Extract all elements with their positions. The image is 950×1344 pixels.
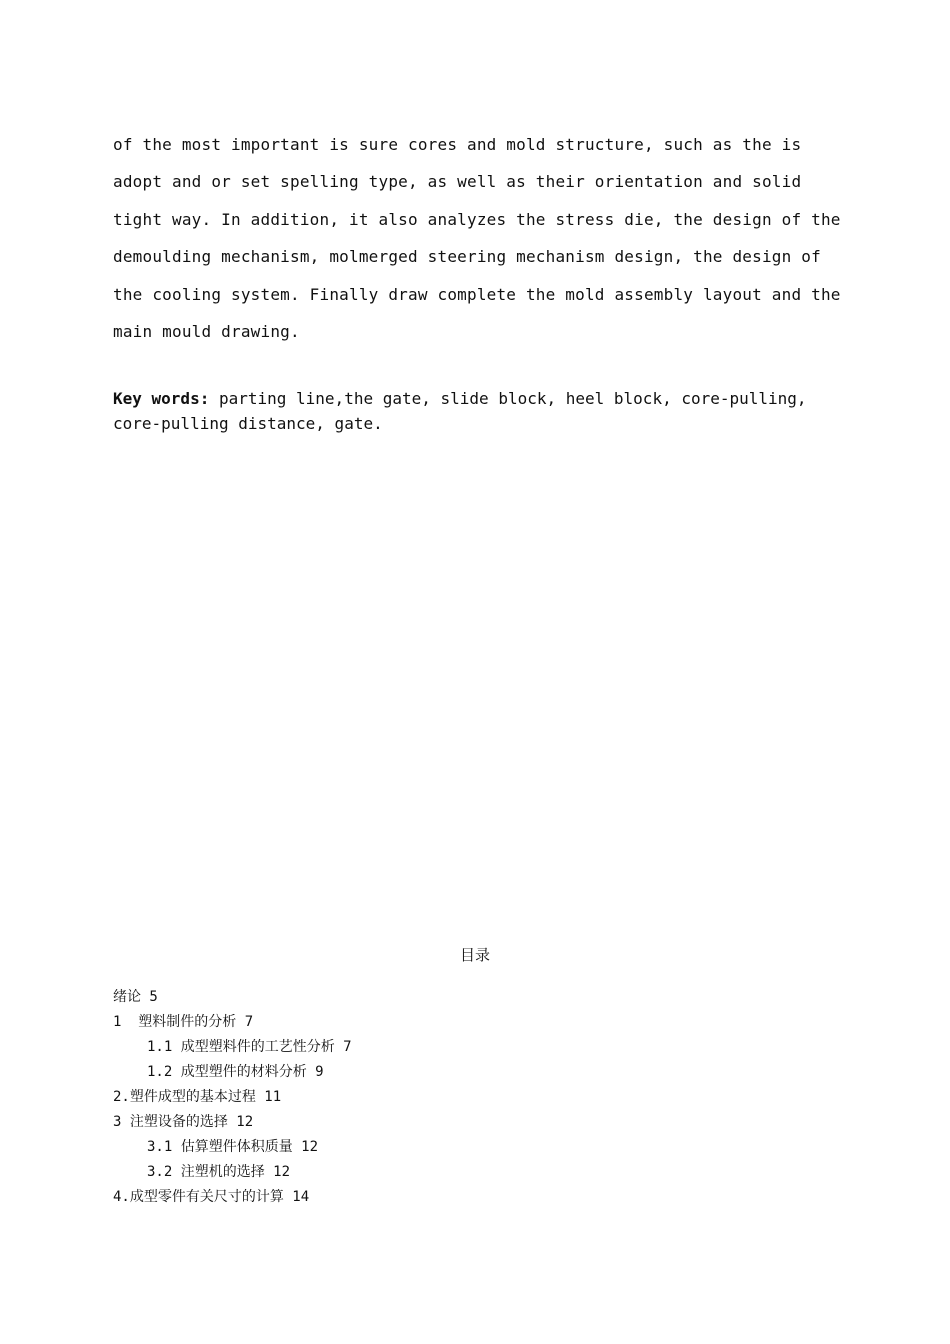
- abstract-line: demoulding mechanism, molmerged steering mechanism design, the design of: [113, 247, 821, 267]
- table-of-contents: [113, 985, 833, 1210]
- toc-entry[interactable]: 绪论 5: [113, 989, 158, 1005]
- toc-entry[interactable]: 1.1 成型塑料件的工艺性分析 7: [147, 1039, 352, 1055]
- keywords-line: [113, 386, 833, 411]
- toc-title: 目录: [459, 946, 490, 964]
- abstract-line: tight way. In addition, it also analyzes the stress die, the design of the: [113, 209, 841, 229]
- abstract-line: main mould drawing.: [113, 322, 300, 342]
- toc-entry[interactable]: 2.塑件成型的基本过程 11: [113, 1089, 282, 1105]
- abstract-line: of the most important is sure cores and mold structure, such as the is: [113, 135, 802, 154]
- keywords-text: parting line,the gate, slide block, heel block, core-pulling,: [209, 389, 807, 408]
- keywords-block: [113, 386, 833, 436]
- toc-entry[interactable]: 1 塑料制件的分析 7: [113, 1014, 254, 1030]
- toc-entry[interactable]: 3.1 估算塑件体积质量 12: [147, 1139, 319, 1155]
- keywords-label: Key words:: [113, 389, 210, 408]
- toc-entry[interactable]: 3.2 注塑机的选择 12: [147, 1164, 291, 1180]
- toc-entry[interactable]: 4.成型零件有关尺寸的计算 14: [113, 1189, 310, 1205]
- abstract-line: adopt and or set spelling type, as well as their orientation and solid: [113, 172, 802, 192]
- abstract-line: the cooling system. Finally draw complete the mold assembly layout and the: [113, 284, 841, 304]
- toc-entry[interactable]: 3 注塑设备的选择 12: [113, 1114, 254, 1130]
- toc-entry[interactable]: 1.2 成型塑件的材料分析 9: [147, 1064, 324, 1080]
- keywords-line: core-pulling distance, gate.: [113, 414, 383, 433]
- abstract-text: [113, 126, 841, 350]
